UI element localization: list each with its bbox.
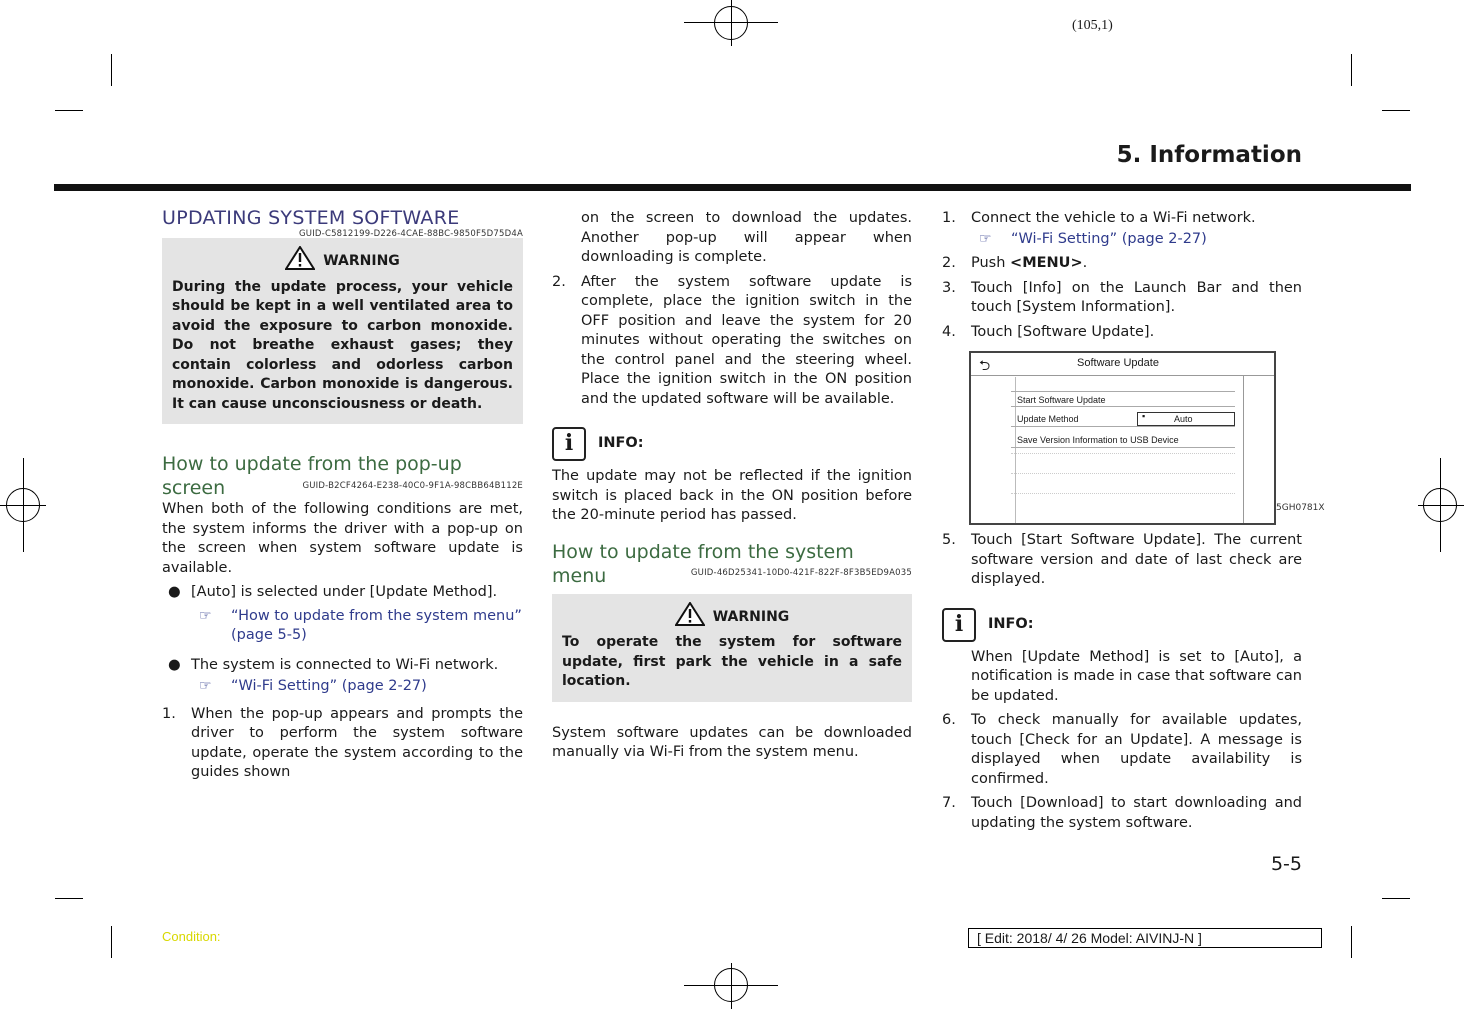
empty-row <box>1011 453 1235 455</box>
info-icon: i <box>552 427 586 461</box>
step-text: To check manually for available updates, touch [Check for an Update]. A message is displayed when update availability is confirmed. <box>971 712 1302 787</box>
row-label: Start Software Update <box>1017 395 1106 405</box>
step-number: 2. <box>552 273 566 290</box>
step-continuation: on the screen to download the updates. Another pop-up will appear when downloading is complete. <box>581 210 912 265</box>
column-3-lower <box>942 531 1302 833</box>
screen-title: Software Update <box>1077 357 1159 369</box>
info-header <box>552 427 912 461</box>
link-text[interactable]: “How to update from the system menu” (page 5-5) <box>231 607 522 643</box>
link-text[interactable]: “Wi-Fi Setting” (page 2-27) <box>231 678 427 694</box>
section-title: UPDATING SYSTEM SOFTWARE <box>162 207 460 229</box>
info-text: The update may not be reflected if the ignition switch is placed back in the ON position before the 20-minute period has passed. <box>552 468 912 523</box>
value-text: Auto <box>1174 414 1193 424</box>
warning-box <box>162 238 523 424</box>
step-text: Touch [Start Software Update]. The current software version and date of last check are displayed. <box>971 532 1302 587</box>
column-3 <box>942 209 1302 342</box>
crop-mark <box>111 926 112 958</box>
info-label: INFO: <box>988 615 1034 632</box>
info-icon: i <box>942 608 976 642</box>
registration-mark <box>6 488 40 522</box>
crop-mark <box>111 54 112 86</box>
step-text: . <box>1082 255 1088 271</box>
step-text: Touch [Info] on the Launch Bar and then touch [System Information]. <box>971 279 1302 315</box>
info-label: INFO: <box>598 435 644 452</box>
step <box>942 794 1302 833</box>
empty-row <box>1011 493 1235 495</box>
row-label: Save Version Information to USB Device <box>1017 435 1179 445</box>
crop-mark <box>1351 54 1352 86</box>
back-icon[interactable]: ⮌ <box>979 357 991 373</box>
edit-info-box: [ Edit: 2018/ 4/ 26 Model: AIVINJ-N ] <box>968 928 1322 948</box>
empty-row <box>1011 473 1235 475</box>
body-paragraph: System software updates can be downloaded manually via Wi-Fi from the system menu. <box>552 724 912 760</box>
update-method-value[interactable] <box>1137 412 1235 426</box>
start-update-row[interactable] <box>1011 391 1235 407</box>
software-update-screen-figure <box>969 351 1276 525</box>
section-guid: GUID-C5812199-D226-4CAE-88BC-9850F5D75D4A <box>299 229 523 239</box>
intro-paragraph: When both of the following conditions are met, the system informs the driver with a pop-up on the screen when system software update is available. <box>162 501 523 576</box>
screen-header <box>971 353 1274 376</box>
save-version-row[interactable] <box>1011 432 1235 448</box>
step <box>942 531 1302 590</box>
warning-label: WARNING <box>712 608 790 625</box>
column-1 <box>162 209 523 783</box>
step-text: Touch [Download] to start downloading and updating the system software. <box>971 795 1302 831</box>
subtitle: How to update from the pop-up screen <box>162 453 462 499</box>
step-number: 5. <box>942 532 956 548</box>
row-label: Update Method <box>1017 414 1079 424</box>
step-number: 7. <box>942 795 956 811</box>
step <box>942 323 1302 343</box>
step-text: Connect the vehicle to a Wi-Fi network. <box>971 210 1256 226</box>
step-number: 3. <box>942 279 956 296</box>
pointing-hand-icon: ☞ <box>199 607 212 624</box>
figure-code: 5GH0781X <box>1276 503 1325 513</box>
info-header <box>942 608 1302 642</box>
page-number: 5-5 <box>1270 853 1302 875</box>
info-text: When [Update Method] is set to [Auto], a notification is made in case that software can be updated. <box>971 648 1302 704</box>
warning-icon <box>675 602 705 626</box>
update-method-row[interactable] <box>1011 411 1235 427</box>
warning-text: To operate the system for software update, first park the vehicle in a safe location. <box>562 634 902 689</box>
bullet-text: [Auto] is selected under [Update Method]. <box>191 584 498 600</box>
list-item <box>162 583 523 603</box>
step <box>552 273 912 410</box>
step-text: Push <box>971 255 1011 271</box>
step-number: 1. <box>162 705 176 722</box>
crop-mark <box>55 110 83 111</box>
step <box>942 254 1302 274</box>
indicator-icon: ▪ <box>1142 411 1146 421</box>
step <box>162 705 523 783</box>
chapter-title: 5. Information <box>1116 142 1302 168</box>
header-rule <box>54 184 1411 191</box>
warning-icon <box>285 246 315 270</box>
bullet: ● <box>168 584 181 600</box>
step-number: 2. <box>942 255 956 271</box>
warning-header <box>172 246 513 272</box>
pointing-hand-icon: ☞ <box>199 678 212 694</box>
warning-label: WARNING <box>323 253 400 269</box>
crop-mark <box>1351 926 1352 958</box>
step-number: 6. <box>942 712 956 728</box>
step <box>942 209 1302 229</box>
registration-mark <box>1423 488 1457 522</box>
menu-key: <MENU> <box>1010 255 1083 271</box>
subtitle: How to update from the system menu <box>552 540 854 587</box>
step-number: 4. <box>942 323 956 340</box>
cross-reference-link[interactable] <box>191 677 523 697</box>
step <box>942 711 1302 789</box>
crop-mark <box>1382 898 1410 899</box>
registration-mark <box>714 968 748 1002</box>
bullet-text: The system is connected to Wi-Fi network. <box>191 656 499 673</box>
pointing-hand-icon: ☞ <box>979 230 992 247</box>
cross-reference-link[interactable] <box>191 607 523 646</box>
crop-mark <box>1382 110 1410 111</box>
condition-label: Condition: <box>162 929 221 944</box>
step-text: When the pop-up appears and prompts the driver to perform the system software update, operate the system according to the guides shown <box>191 705 523 780</box>
crop-mark <box>55 898 83 899</box>
step <box>942 279 1302 318</box>
step-text: Touch [Software Update]. <box>971 323 1155 340</box>
list-item <box>162 656 523 676</box>
bullet: ● <box>168 656 181 673</box>
warning-box <box>552 594 912 702</box>
cross-reference-link[interactable] <box>971 230 1302 250</box>
link-text[interactable]: “Wi-Fi Setting” (page 2-27) <box>1011 230 1207 247</box>
warning-text: During the update process, your vehicle should be kept in a well ventilated area to avoid the exposure to carbon monoxide. Do not breathe exhaust gases; they contain colorless and odorless carbon monoxide. Carbon monoxide is dangerous. It can cause unconsciousness or death. <box>172 278 513 412</box>
subtitle-guid: GUID-B2CF4264-E238-40C0-9F1A-98CBB64B112E <box>302 480 523 491</box>
page-code: (105,1) <box>1072 18 1113 33</box>
subtitle-guid: GUID-46D25341-10D0-421F-822F-8F3B5ED9A035 <box>690 568 912 578</box>
scrollbar-divider <box>1243 375 1244 523</box>
warning-header <box>562 602 902 628</box>
step-text: After the system software update is complete, place the ignition switch in the OFF position and leave the system for 20 minutes without operating the switches on the control panel and the steering wheel. Place the ignition switch in the ON position and the updated software will be available. <box>581 273 912 407</box>
step-number: 1. <box>942 210 956 226</box>
column-2 <box>552 209 912 763</box>
registration-mark <box>714 6 748 40</box>
